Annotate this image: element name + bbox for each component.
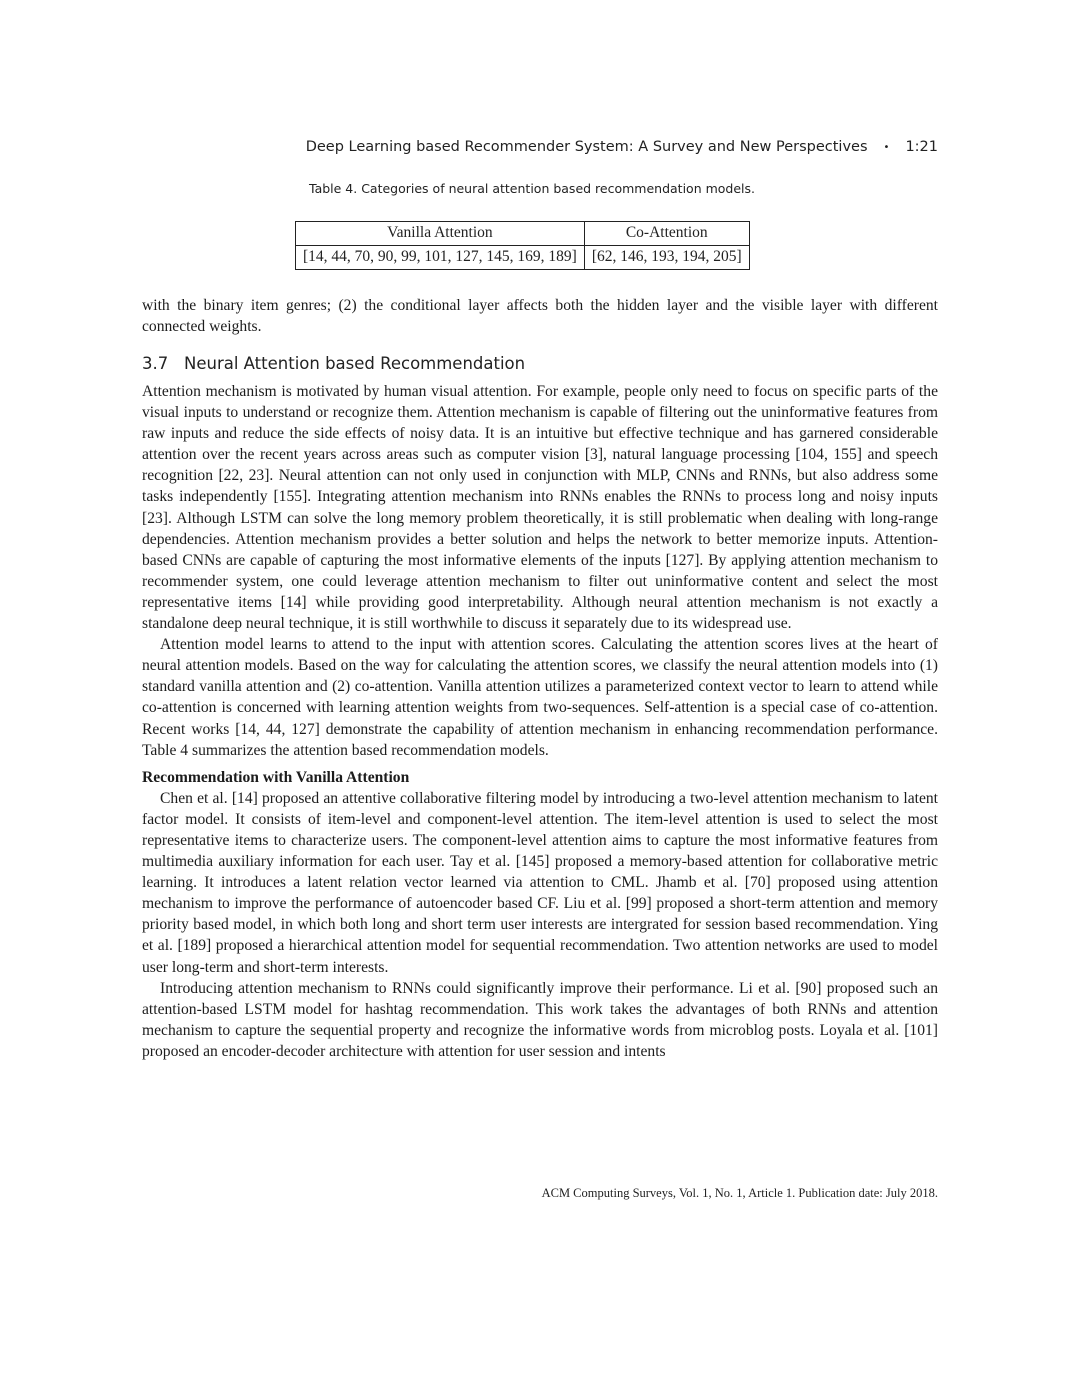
table-header-row bbox=[296, 222, 750, 246]
section-title: Neural Attention based Recommendation bbox=[184, 354, 526, 373]
subsection-paragraph-1: Chen et al. [14] proposed an attentive collaborative filtering model by introducing a two-level attention mechanism to latent factor model. It consists of item-level and component-level attention. The item-level attention is used to select the most representative items to characterize users. The component-level attention aims to capture the most informative features from multimedia auxiliary information for each user. Tay et al. [145] proposed a memory-based attention for collaborative metric learning. It introduces a latent relation vector learned via attention to CML. Jhamb et al. [70] proposed using attention mechanism to improve the performance of autoencoder based CF. Liu et al. [99] proposed a short-term attention and memory priority based model, in which both long and short term user interests are intergrated for session based recommendation. Ying et al. [189] proposed a hierarchical attention model for sequential recommendation. Two attention networks are used to model user long-term and short-term interests. bbox=[142, 789, 938, 976]
running-header bbox=[305, 135, 938, 159]
section-paragraph-1: Attention mechanism is motivated by human visual attention. For example, people only need to focus on specific parts of the visual inputs to understand or recognize them. Attention mechanism is capable of filtering out the uninformative features from raw inputs and reduce the side effects of noisy data. It is an intuitive but effective technique and has garnered considerable attention over the recent years across areas such as computer vision [3], natural language processing [104, 155] and speech recognition [22, 23]. Neural attention can not only used in conjunction with MLP, CNNs and RNNs, but also address some tasks independently [155]. Integrating attention mechanism into RNNs enables the RNNs to process long and noisy inputs [23]. Although LSTM can solve the long memory problem theoretically, it is still problematic when dealing with long-range dependencies. Attention mechanism provides a better solution and helps the network to better memorize inputs. Attention-based CNNs are capable of capturing the most informative elements of the inputs [127]. By applying attention mechanism to recommender system, one could leverage attention mechanism to filter out uninformative content and select the most representative items [14] while providing good interpretability. Although neural attention mechanism is not exactly a standalone deep neural technique, it is still worthwhile to discuss it separately due to its widespread use. bbox=[142, 383, 938, 633]
subsection-heading: Recommendation with Vanilla Attention bbox=[142, 768, 410, 786]
page-footer: ACM Computing Surveys, Vol. 1, No. 1, Article 1. Publication date: July 2018. bbox=[541, 1186, 938, 1200]
intro-paragraph: with the binary item genres; (2) the conditional layer affects both the hidden layer and the visible layer with different connected weights. bbox=[142, 297, 938, 336]
subsection-paragraph-2: Introducing attention mechanism to RNNs could significantly improve their performance. Li et al. [90] proposed such an attention-based LSTM model for hashtag recommendation. This work takes the advantages of both RNNs and attention mechanism to capture the sequential property and recognize the informative words from microblog posts. Loyala et al. [101] proposed an encoder-decoder architecture with attention for user session and intents bbox=[142, 979, 938, 1060]
section-heading bbox=[142, 354, 525, 373]
table-caption: Table 4. Categories of neural attention based recommendation models. bbox=[309, 181, 756, 196]
header-separator: • bbox=[883, 141, 890, 153]
table-cell-co-attention-refs: [62, 146, 193, 194, 205] bbox=[584, 246, 749, 270]
table-cell-vanilla-refs: [14, 44, 70, 90, 99, 101, 127, 145, 169, 189] bbox=[296, 246, 585, 270]
page-number: 1:21 bbox=[905, 139, 938, 155]
attention-categories-table bbox=[295, 221, 750, 270]
main-text-block bbox=[142, 381, 938, 1062]
section-number: 3.7 bbox=[142, 354, 169, 373]
running-header-title: Deep Learning based Recommender System: A Survey and New Perspectives bbox=[305, 139, 868, 155]
section-paragraph-2: Attention model learns to attend to the input with attention scores. Calculating the attention scores lives at the heart of neural attention models. Based on the way for calculating the attention scores, we classify the neural attention models into (1) standard vanilla attention and (2) co-attention. Vanilla attention utilizes a parameterized context vector to learn to attend while co-attention is concerned with learning attention weights from two-sequences. Self-attention is a special case of co-attention. Recent works [14, 44, 127] demonstrate the capability of attention mechanism in enhancing recommendation performance. Table 4 summarizes the attention based recommendation models. bbox=[142, 636, 938, 759]
table-row bbox=[296, 246, 750, 270]
table-header-vanilla: Vanilla Attention bbox=[296, 222, 585, 246]
intro-text-block bbox=[142, 295, 938, 337]
table-header-co-attention: Co-Attention bbox=[584, 222, 749, 246]
